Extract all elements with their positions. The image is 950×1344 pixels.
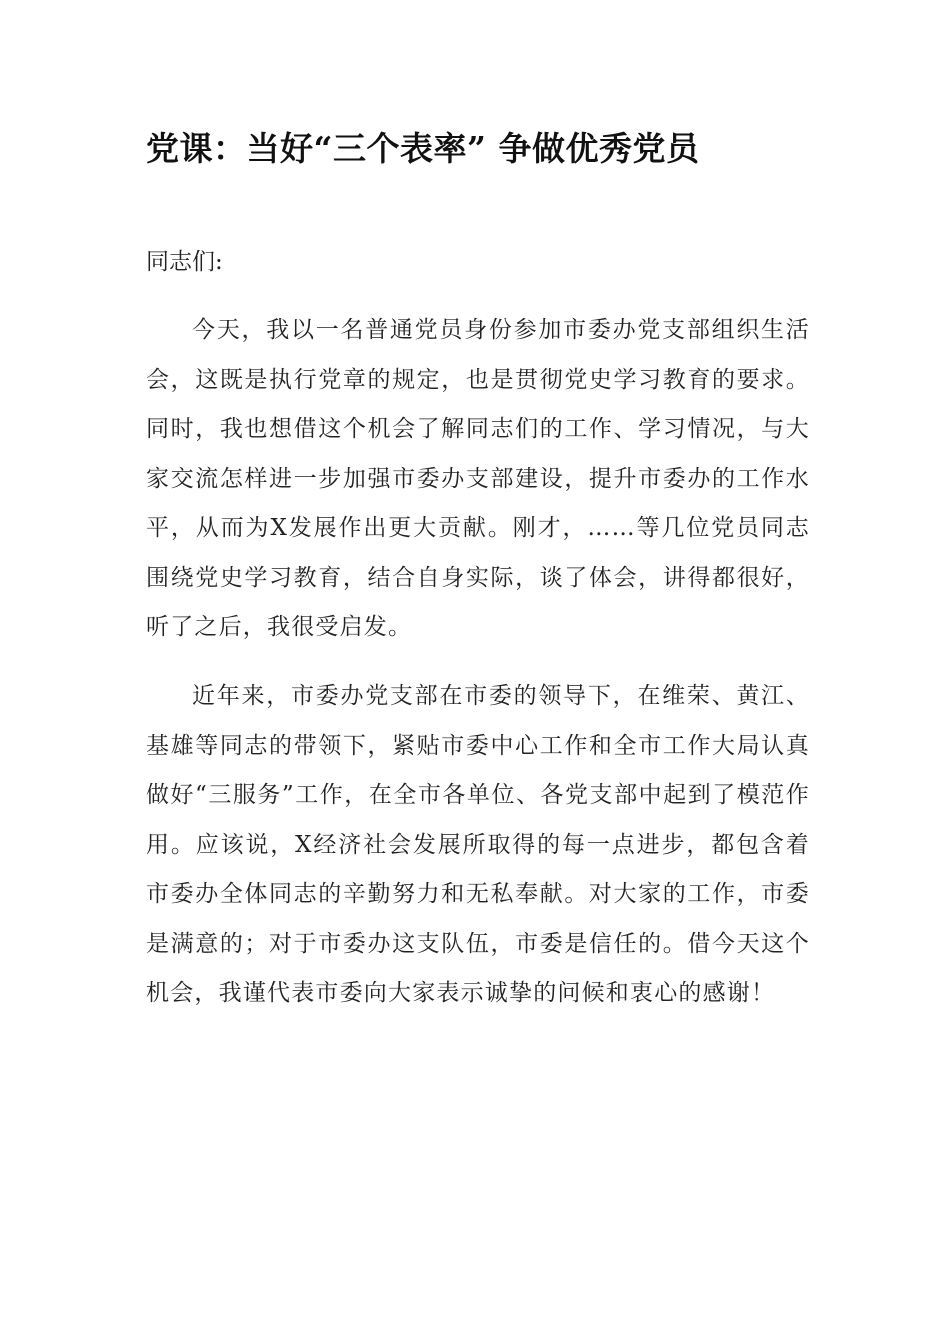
paragraph-recent-years: 近年来，市委办党支部在市委的领导下，在维荣、黄江、基雄等同志的带领下，紧贴市委中心工作和全市工作大局认真做好“三服务”工作，在全市各单位、各党支部中起到了模范作用。应该说，X经济社会发展所取得的每一点进步，都包含着市委办全体同志的辛勤努力和无私奉献。对大家的工作，市委是满意的；对于市委办这支队伍，市委是信任的。借今天这个机会，我谨代表市委向大家表示诚挚的问候和衷心的感谢！ — [146, 683, 810, 1006]
paragraph-opening: 今天，我以一名普通党员身份参加市委办党支部组织生活会，这既是执行党章的规定，也是贯彻党史学习教育的要求。同时，我也想借这个机会了解同志们的工作、学习情况，与大家交流怎样进一步加强市委办支部建设，提升市委办的工作水平，从而为X发展作出更大贡献。刚才，……等几位党员同志围绕党史学习教育，结合自身实际，谈了体会，讲得都很好，听了之后，我很受启发。 — [146, 317, 810, 640]
salutation: 同志们: — [146, 249, 223, 275]
document-title: 党课：当好“三个表率” 争做优秀党员 — [146, 129, 700, 168]
